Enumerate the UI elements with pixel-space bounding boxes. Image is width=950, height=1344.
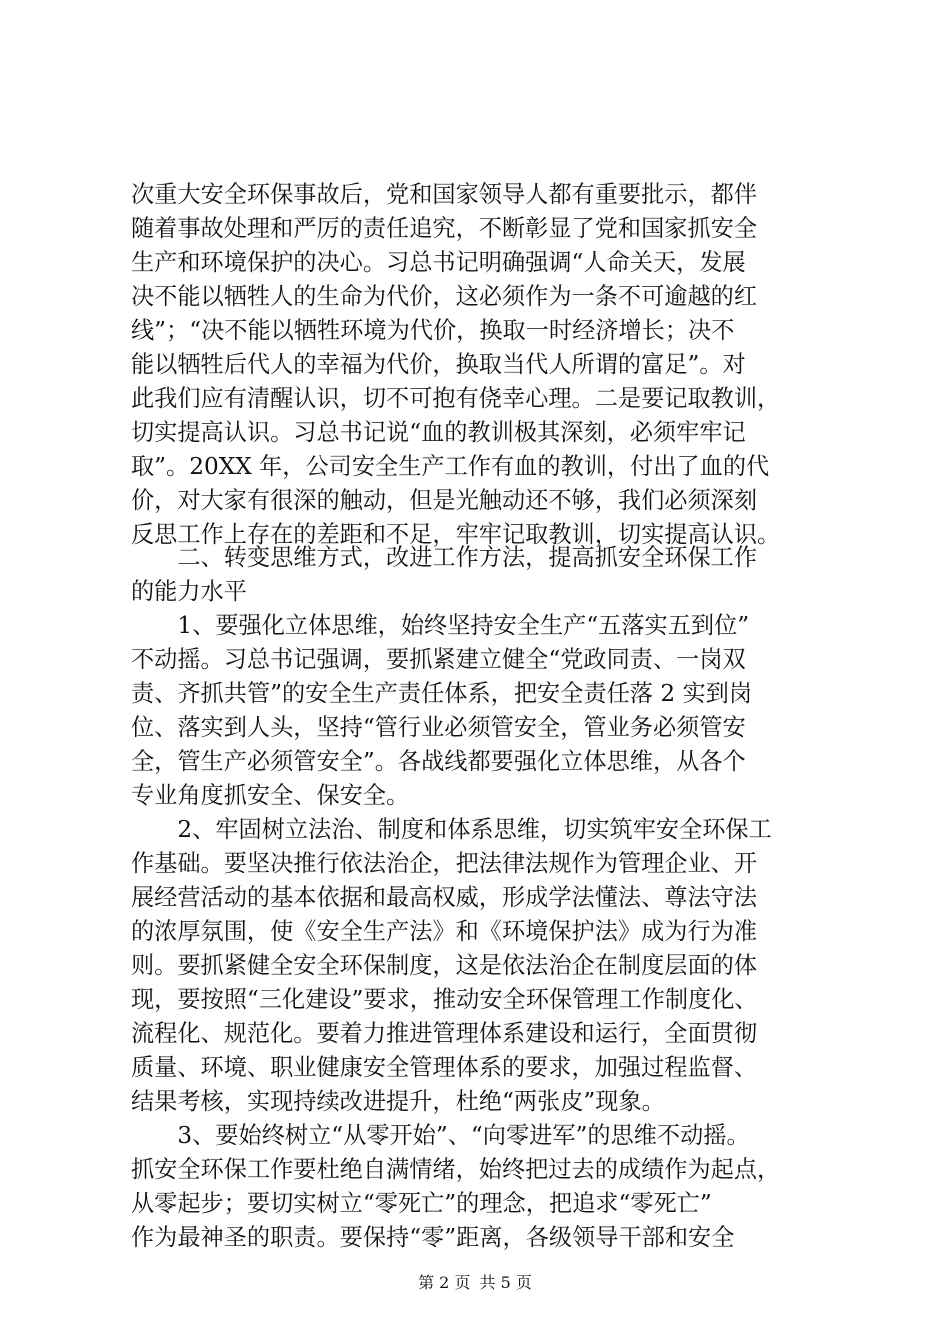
text-line: 价，对大家有很深的触动，但是光触动还不够，我们必须深刻 [131, 487, 758, 514]
text-line: 现，要按照“三化建设”要求，推动安全环保管理工作制度化、 [131, 986, 758, 1013]
text-line: 随着事故处理和严厉的责任追究，不断彰显了党和国家抓安全 [131, 215, 758, 242]
text-line: 能以牺牲后代人的幸福为代价，换取当代人所谓的富足”。对 [131, 351, 746, 378]
text-line: 结果考核，实现持续改进提升，杜绝“两张皮”现象。 [131, 1088, 665, 1115]
page-footer [0, 1273, 950, 1293]
text-line: 的浓厚氛围，使《安全生产法》和《环境保护法》成为行为准 [131, 918, 758, 945]
text-line: 质量、环境、职业健康安全管理体系的要求，加强过程监督、 [131, 1054, 758, 1081]
section-two [131, 541, 831, 1255]
text-line: 1、要强化立体思维，始终坚持安全生产“五落实五到位” [131, 612, 750, 639]
text-line: 线”；“决不能以牺牲环境为代价，换取一时经济增长；决不 [131, 317, 735, 344]
text-line: 作为最神圣的职责。要保持“零”距离，各级领导干部和安全 [131, 1224, 735, 1251]
text-line: 位、落实到人头，坚持“管行业必须管安全，管业务必须管安 [131, 714, 746, 741]
text-line: 决不能以牺牲人的生命为代价，这必须作为一条不可逾越的红 [131, 283, 758, 310]
text-line: 生产和环境保护的决心。习总书记明确强调“人命关天，发展 [131, 249, 746, 276]
text-line: 此我们应有清醒认识，切不可抱有侥幸心理。二是要记取教训， [131, 385, 781, 412]
text-line: 展经营活动的基本依据和最高权威，形成学法懂法、尊法守法 [131, 884, 758, 911]
text-line: 2、牢固树立法治、制度和体系思维，切实筑牢安全环保工 [131, 816, 772, 843]
text-line: 切实提高认识。习总书记说“血的教训极其深刻，必须牢牢记 [131, 419, 746, 446]
text-line: 专业角度抓安全、保安全。 [131, 782, 410, 809]
text-line: 则。要抓紧健全安全环保制度，这是依法治企在制度层面的体 [131, 952, 758, 979]
section-heading-line: 二、转变思维方式，改进工作方法，提高抓安全环保工作 [131, 544, 758, 571]
text-line: 作基础。要坚决推行依法治企，把法律法规作为管理企业、开 [131, 850, 758, 877]
page-number: 第 2 页 [418, 1273, 471, 1292]
text-line: 反思工作上存在的差距和不足，牢牢记取教训，切实提高认识。 [131, 521, 781, 548]
text-line: 不动摇。习总书记强调，要抓紧建立健全“党政同责、一岗双 [131, 646, 746, 673]
text-line: 从零起步；要切实树立“零死亡”的理念，把追求“零死亡” [131, 1190, 712, 1217]
page-total: 共 5 页 [479, 1273, 532, 1292]
text-line: 取”。20XX 年，公司安全生产工作有血的教训，付出了血的代 [131, 453, 770, 480]
text-line: 抓安全环保工作要杜绝自满情绪，始终把过去的成绩作为起点， [131, 1156, 781, 1183]
text-line: 全，管生产必须管安全”。各战线都要强化立体思维，从各个 [131, 748, 746, 775]
text-line: 责、齐抓共管”的安全生产责任体系，把安全责任落 2 实到岗 [131, 680, 753, 707]
section-heading-line: 的能力水平 [131, 578, 247, 605]
paragraph-continuation [131, 178, 831, 552]
text-line: 流程化、规范化。要着力推进管理体系建设和运行，全面贯彻 [131, 1020, 758, 1047]
text-line: 次重大安全环保事故后，党和国家领导人都有重要批示，都伴 [131, 181, 758, 208]
text-line: 3、要始终树立“从零开始”、“向零进军”的思维不动摇。 [131, 1122, 750, 1149]
